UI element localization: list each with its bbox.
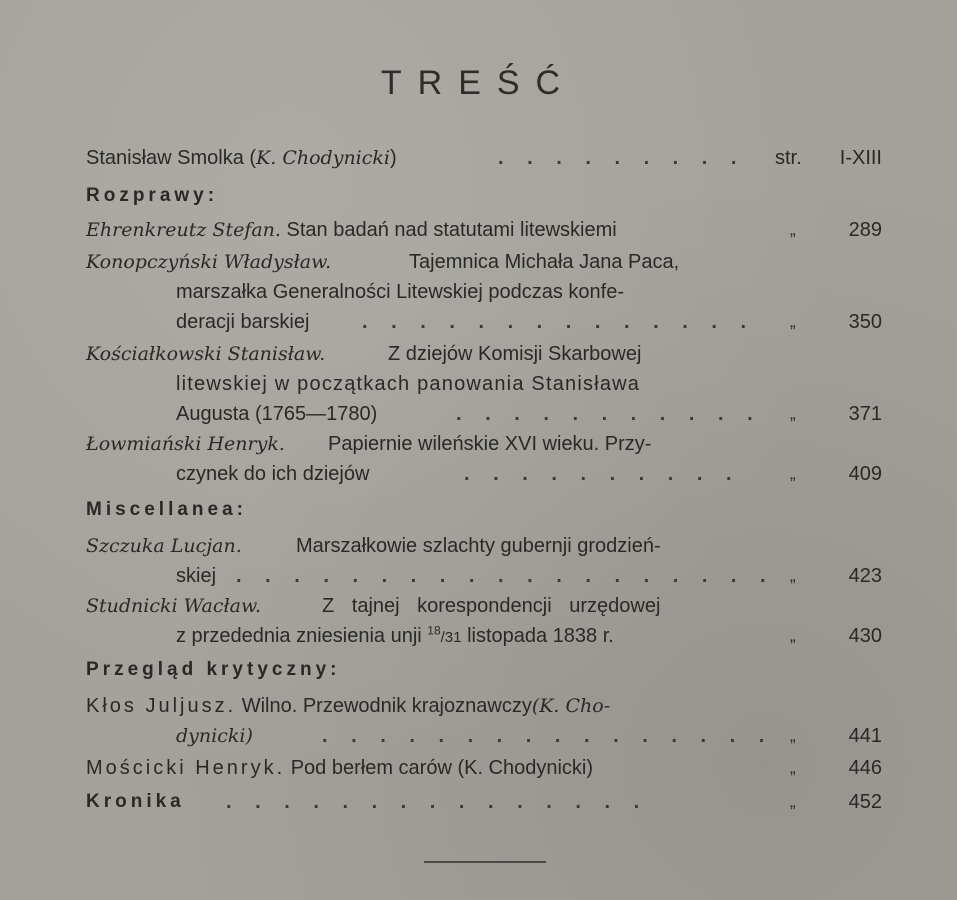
- toc-entry-konopczynski-line3: [86, 306, 882, 338]
- leader-dots: . . . . . . . . . . . . . . . .: [322, 725, 774, 747]
- ditto-mark: „: [790, 792, 796, 811]
- toc-entry-moscicki: [86, 752, 882, 784]
- ditto-mark: „: [790, 758, 796, 777]
- section-heading-miscellanea: Miscellanea:: [86, 499, 247, 520]
- toc-entry-koscialkowski: [86, 338, 882, 370]
- entry-author: Kłos Juljusz.: [86, 695, 237, 717]
- ditto-mark: „: [790, 404, 796, 423]
- entry-text: skiej: [176, 565, 217, 587]
- entry-text: czynek do ich dziejów: [176, 463, 370, 485]
- toc-entry-szczuka-line2: [86, 560, 882, 592]
- entry-text: Augusta (1765—1780): [176, 403, 378, 425]
- ditto-mark: „: [790, 464, 796, 483]
- entry-author: Konopczyński Władysław.: [86, 251, 332, 273]
- entry-text: Wilno. Przewodnik krajoznawczy: [241, 695, 532, 717]
- leader-dots: . . . . . . . . .: [498, 147, 746, 169]
- ditto-mark: „: [790, 220, 796, 239]
- entry-author: Studnicki Wacław.: [86, 595, 262, 617]
- toc-entry-klos-line2: [86, 720, 882, 752]
- entry-author: Ehrenkreutz Stefan.: [86, 219, 281, 241]
- ditto-mark: „: [790, 726, 796, 745]
- section-heading-rozprawy: Rozprawy:: [86, 185, 219, 206]
- section-heading-kronika: Kronika: [86, 791, 185, 812]
- ditto-mark: „: [790, 626, 796, 645]
- toc-entry-koscialkowski-line2: [86, 368, 882, 400]
- toc-entry-studnicki: [86, 590, 882, 622]
- entry-text: litewskiej w początkach panowania Stanisława: [176, 373, 641, 395]
- page-title: TREŚĆ: [380, 64, 577, 102]
- entry-text: Tajemnica Michała Jana Paca,: [409, 251, 680, 273]
- entry-text: Z dziejów Komisji Skarbowej: [388, 343, 642, 365]
- leader-dots: . . . . . . . . . . . . . . .: [226, 791, 649, 813]
- page-number: 446: [848, 757, 882, 779]
- toc-entry-studnicki-line2: [86, 620, 882, 652]
- entry-text: Pod berłem carów (K. Chodynicki): [290, 757, 594, 779]
- toc-entry-konopczynski: [86, 246, 882, 278]
- entry-author: K. Chodynicki: [256, 147, 390, 169]
- page-prefix: str.: [775, 147, 802, 169]
- entry-author: Kościałkowski Stanisław.: [86, 343, 326, 365]
- leader-dots: . . . . . . . . . . . . . . . . . . .: [236, 565, 775, 587]
- ditto-mark: „: [790, 566, 796, 585]
- leader-dots: . . . . . . . . . .: [464, 463, 741, 485]
- toc-entry-koscialkowski-line3: [86, 398, 882, 430]
- page-number: 452: [848, 791, 882, 813]
- closing-rule: [424, 861, 546, 863]
- page-number: 423: [848, 565, 882, 587]
- page-number: 430: [848, 625, 882, 647]
- entry-text: z przedednia zniesienia unji $^{18}$/31 listopada 1838 r.: [176, 623, 614, 647]
- page-number: I-XIII: [839, 147, 882, 169]
- entry-text: deracji barskiej: [176, 311, 310, 333]
- toc-entry-kronika: [86, 786, 882, 818]
- ditto-mark: „: [790, 312, 796, 331]
- leader-dots: . . . . . . . . . . . . . .: [362, 311, 756, 333]
- toc-entry-szczuka: [86, 530, 882, 562]
- entry-text: Papiernie wileńskie XVI wieku. Przy-: [328, 433, 652, 455]
- toc-entry-lowmianski-line2: [86, 458, 882, 490]
- page-number: 409: [848, 463, 882, 485]
- toc-entry-klos: [86, 690, 882, 722]
- toc-entry-smolka: [86, 142, 882, 174]
- page-number: 350: [848, 311, 882, 333]
- entry-text: Marszałkowie szlachty gubernji grodzień-: [296, 535, 661, 557]
- page-number: 289: [848, 219, 882, 241]
- toc-entry-ehrenkreutz: [86, 214, 882, 246]
- entry-author: Mościcki Henryk.: [86, 757, 286, 779]
- page-number: 441: [848, 725, 882, 747]
- section-heading-przeglad-krytyczny: Przegląd krytyczny:: [86, 659, 341, 680]
- entry-text: Stanisław Smolka (K. Chodynicki): [86, 147, 397, 169]
- page-number: 371: [848, 403, 882, 425]
- entry-reviewer: dynicki): [176, 725, 253, 747]
- entry-author: Szczuka Lucjan.: [86, 535, 242, 557]
- toc-entry-lowmianski: [86, 428, 882, 460]
- entry-text: Z tajnej korespondencji urzędowej: [322, 595, 661, 617]
- entry-text: marszałka Generalności Litewskiej podczas konfe-: [176, 281, 624, 303]
- toc-entry-konopczynski-line2: [86, 276, 882, 308]
- entry-reviewer: (K. Cho-: [531, 695, 611, 717]
- leader-dots: . . . . . . . . . . .: [456, 403, 762, 425]
- entry-author: Łowmiański Henryk.: [86, 433, 285, 455]
- entry-text: Stan badań nad statutami litewskiemi: [286, 219, 617, 241]
